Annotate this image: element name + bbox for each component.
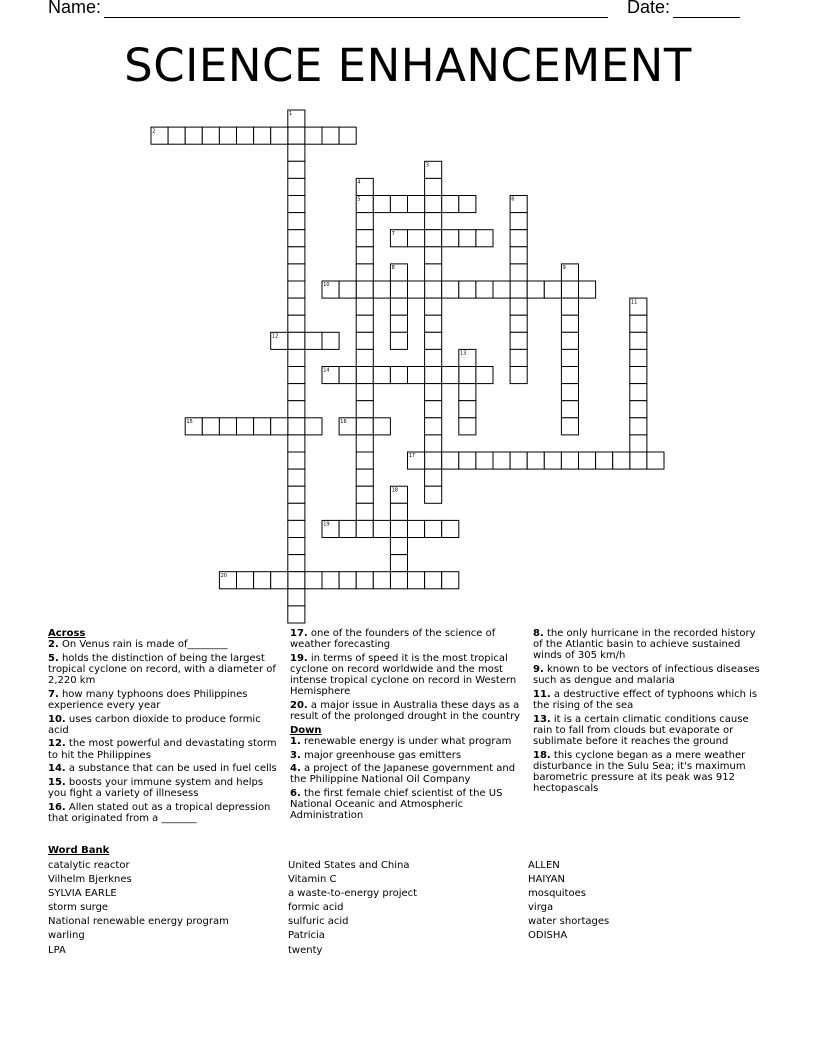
crossword-cell[interactable] xyxy=(356,332,373,349)
word-bank-item: ODISHA xyxy=(528,930,568,942)
clue-number: 7 xyxy=(391,230,395,237)
word-bank-column-3 xyxy=(528,859,609,944)
crossword-cell[interactable] xyxy=(288,401,305,418)
crossword-cell[interactable] xyxy=(596,452,613,469)
clue-number: 19 xyxy=(323,521,330,528)
crossword-cell[interactable] xyxy=(288,486,305,503)
crossword-cell[interactable] xyxy=(237,418,254,435)
clue-down-4: 4. a project of the Japanese government and the Philippine National Oil Company xyxy=(290,763,516,786)
crossword-cell[interactable] xyxy=(254,127,271,144)
crossword-cell[interactable] xyxy=(425,247,442,264)
clue-across-12: 12. the most powerful and devastating storm to hit the Philippines xyxy=(48,738,277,761)
crossword-cell[interactable] xyxy=(425,435,442,452)
clue-number: 16 xyxy=(340,419,347,425)
word-bank-item: formic acid xyxy=(288,902,344,914)
crossword-cell[interactable] xyxy=(510,230,527,247)
crossword-cell[interactable] xyxy=(339,572,356,589)
clue-number: 8 xyxy=(391,265,395,272)
word-bank-item: storm surge xyxy=(48,902,109,914)
word-bank-item: HAIYAN xyxy=(528,874,565,886)
crossword-cell[interactable] xyxy=(339,281,356,298)
crossword-cell[interactable] xyxy=(288,555,305,572)
clue-number: 18 xyxy=(391,487,398,494)
clue-number: 15 xyxy=(186,419,193,425)
crossword-cell[interactable] xyxy=(425,230,442,247)
word-bank-item: SYLVIA EARLE xyxy=(48,888,117,900)
clue-number: 6 xyxy=(511,196,515,203)
crossword-cell[interactable] xyxy=(561,367,578,384)
crossword-cell[interactable] xyxy=(442,572,459,589)
crossword-cell[interactable] xyxy=(630,452,647,469)
crossword-cell[interactable] xyxy=(373,520,390,537)
clue-across-15: 15. boosts your immune system and helps you fight a variety of illnesess xyxy=(48,776,264,799)
crossword-cell[interactable] xyxy=(356,230,373,247)
crossword-cell[interactable] xyxy=(356,247,373,264)
crossword-cell[interactable] xyxy=(408,281,425,298)
crossword-cell[interactable] xyxy=(219,418,236,435)
crossword-cell[interactable] xyxy=(425,315,442,332)
word-bank-item: United States and China xyxy=(288,860,410,871)
crossword-cell[interactable] xyxy=(476,367,493,384)
crossword-cell[interactable] xyxy=(288,367,305,384)
crossword-cell[interactable] xyxy=(390,572,407,589)
crossword-cell[interactable] xyxy=(425,264,442,281)
crossword-cell[interactable] xyxy=(288,247,305,264)
crossword-cell[interactable] xyxy=(390,281,407,298)
crossword-cell[interactable] xyxy=(356,486,373,503)
crossword-cell[interactable] xyxy=(630,367,647,384)
crossword-cell[interactable] xyxy=(356,349,373,366)
crossword-cell[interactable] xyxy=(476,281,493,298)
crossword-cell[interactable] xyxy=(356,281,373,298)
clue-number: 12 xyxy=(271,333,279,340)
crossword-cell[interactable] xyxy=(579,281,596,298)
crossword-cell[interactable] xyxy=(630,401,647,418)
crossword-cell[interactable] xyxy=(459,367,476,384)
crossword-cell[interactable] xyxy=(288,349,305,366)
clue-number: 11 xyxy=(631,299,638,306)
crossword-cell[interactable] xyxy=(288,606,305,623)
crossword-cell[interactable] xyxy=(425,298,442,315)
word-bank-item: virga xyxy=(528,902,554,914)
crossword-cell[interactable] xyxy=(561,315,578,332)
crossword-cell[interactable] xyxy=(356,503,373,520)
word-bank-item: ALLEN xyxy=(528,860,560,871)
crossword-cell[interactable] xyxy=(356,298,373,315)
clue-down-13: 13. it is a certain climatic conditions cause rain to fall from clouds but evaporate or sublimate before it reaches the ground xyxy=(533,713,749,747)
crossword-cell[interactable] xyxy=(373,196,390,213)
crossword-cell[interactable] xyxy=(288,281,305,298)
clue-across-7: 7. how many typhoons does Philippines experience every year xyxy=(48,688,248,711)
crossword-cell[interactable] xyxy=(459,281,476,298)
crossword-cell[interactable] xyxy=(647,452,664,469)
across-heading: Across xyxy=(48,628,86,639)
clue-across-5: 5. holds the distinction of being the largest tropical cyclone on record, with a diameter of 2,220 km xyxy=(48,652,276,687)
clue-down-3: 3. major greenhouse gas emitters xyxy=(290,749,462,761)
clue-across-10: 10. uses carbon dioxide to produce formic acid xyxy=(48,713,261,736)
crossword-cell[interactable] xyxy=(356,452,373,469)
crossword-cell[interactable] xyxy=(442,281,459,298)
crossword-cell[interactable] xyxy=(288,589,305,606)
clues-column-2 xyxy=(290,628,522,824)
crossword-cell[interactable] xyxy=(459,401,476,418)
crossword-cell[interactable] xyxy=(288,178,305,195)
crossword-cell[interactable] xyxy=(305,332,322,349)
clue-across-20: 20. a major issue in Australia these days as a result of the prolonged drought in the country xyxy=(290,700,521,723)
word-bank-item: Vilhelm Bjerknes xyxy=(48,874,132,886)
crossword-cell[interactable] xyxy=(390,520,407,537)
clue-number: 20 xyxy=(220,572,227,579)
crossword-cell[interactable] xyxy=(408,230,425,247)
crossword-cell[interactable] xyxy=(442,196,459,213)
crossword-cell[interactable] xyxy=(390,503,407,520)
crossword-cell[interactable] xyxy=(202,127,219,144)
crossword-cell[interactable] xyxy=(510,281,527,298)
crossword-cell[interactable] xyxy=(510,452,527,469)
word-bank-item: mosquitoes xyxy=(528,888,586,900)
crossword-cell[interactable] xyxy=(630,384,647,401)
clues-column-1 xyxy=(48,628,280,826)
crossword-cell[interactable] xyxy=(322,332,339,349)
crossword-cell[interactable] xyxy=(561,452,578,469)
crossword-cell[interactable] xyxy=(254,418,271,435)
crossword-cell[interactable] xyxy=(373,418,390,435)
crossword-cell[interactable] xyxy=(425,486,442,503)
crossword-cell[interactable] xyxy=(202,418,219,435)
crossword-cell[interactable] xyxy=(442,367,459,384)
down-heading: Down xyxy=(290,724,322,736)
crossword-cell[interactable] xyxy=(288,469,305,486)
crossword-cell[interactable] xyxy=(459,230,476,247)
word-bank-column-2 xyxy=(288,859,417,958)
crossword-cell[interactable] xyxy=(356,418,373,435)
crossword-cell[interactable] xyxy=(339,367,356,384)
crossword-cell[interactable] xyxy=(510,367,527,384)
clue-down-1: 1. renewable energy is under what program xyxy=(290,736,512,747)
crossword-cell[interactable] xyxy=(185,127,202,144)
word-bank-item: Vitamin C xyxy=(288,874,337,886)
crossword-cell[interactable] xyxy=(288,298,305,315)
crossword-cell[interactable] xyxy=(168,127,185,144)
crossword-cell[interactable] xyxy=(254,572,271,589)
clue-number: 2 xyxy=(152,128,156,135)
crossword-cell[interactable] xyxy=(544,281,561,298)
crossword-cell[interactable] xyxy=(356,367,373,384)
crossword-cell[interactable] xyxy=(527,452,544,469)
clue-down-9: 9. known to be vectors of infectious diseases such as dengue and malaria xyxy=(533,664,760,687)
clues-column-3 xyxy=(533,628,761,797)
word-bank-item: a waste-to-energy project xyxy=(288,888,418,900)
crossword-cell[interactable] xyxy=(322,572,339,589)
crossword-cell[interactable] xyxy=(237,127,254,144)
clue-number: 1 xyxy=(289,111,293,118)
word-bank-item: Patricia xyxy=(288,930,325,942)
crossword-cell[interactable] xyxy=(390,332,407,349)
crossword-cell[interactable] xyxy=(425,332,442,349)
crossword-cell[interactable] xyxy=(630,332,647,349)
crossword-cell[interactable] xyxy=(288,452,305,469)
crossword-cell[interactable] xyxy=(561,418,578,435)
crossword-cell[interactable] xyxy=(288,332,305,349)
word-bank-column-1 xyxy=(48,859,229,958)
crossword-cell[interactable] xyxy=(271,127,288,144)
crossword-cell[interactable] xyxy=(271,572,288,589)
word-bank-item: sulfuric acid xyxy=(288,916,349,928)
clue-down-6: 6. the first female chief scientist of the US National Oceanic and Atmospheric Administration xyxy=(290,787,503,822)
crossword-cell[interactable] xyxy=(356,315,373,332)
crossword-cell[interactable] xyxy=(493,452,510,469)
crossword-cell[interactable] xyxy=(288,230,305,247)
crossword-cell[interactable] xyxy=(356,520,373,537)
crossword-cell[interactable] xyxy=(561,349,578,366)
crossword-cell[interactable] xyxy=(305,572,322,589)
crossword-cell[interactable] xyxy=(425,367,442,384)
crossword-cell[interactable] xyxy=(288,264,305,281)
crossword-cell[interactable] xyxy=(288,315,305,332)
clue-down-11: 11. a destructive effect of typhoons which is the rising of the sea xyxy=(533,688,758,711)
crossword-cell[interactable] xyxy=(390,298,407,315)
crossword-cell[interactable] xyxy=(561,298,578,315)
crossword-cell[interactable] xyxy=(356,264,373,281)
crossword-cell[interactable] xyxy=(459,196,476,213)
clue-number: 5 xyxy=(357,196,361,203)
word-bank-item: catalytic reactor xyxy=(48,860,130,871)
crossword-cell[interactable] xyxy=(356,213,373,230)
crossword-cell[interactable] xyxy=(510,315,527,332)
clue-across-14: 14. a substance that can be used in fuel cells xyxy=(48,763,277,775)
word-bank-heading: Word Bank xyxy=(48,845,110,856)
crossword-cell[interactable] xyxy=(356,401,373,418)
clue-number: 13 xyxy=(460,350,467,357)
crossword-cell[interactable] xyxy=(390,367,407,384)
crossword-cell[interactable] xyxy=(288,572,305,589)
crossword-cell[interactable] xyxy=(339,127,356,144)
clue-number: 4 xyxy=(357,179,361,186)
crossword-cell[interactable] xyxy=(493,281,510,298)
crossword-cell[interactable] xyxy=(510,213,527,230)
clue-across-16: 16. Allen stated out as a tropical depression that originated from a _______ xyxy=(48,801,271,824)
crossword-cell[interactable] xyxy=(630,418,647,435)
crossword-cell[interactable] xyxy=(561,332,578,349)
crossword-cell[interactable] xyxy=(356,384,373,401)
crossword-cell[interactable] xyxy=(579,452,596,469)
word-bank-item: LPA xyxy=(48,944,66,956)
crossword-cell[interactable] xyxy=(288,520,305,537)
crossword-cell[interactable] xyxy=(219,127,236,144)
clue-number: 17 xyxy=(408,453,416,460)
crossword-cell[interactable] xyxy=(630,435,647,452)
crossword-cell[interactable] xyxy=(390,315,407,332)
crossword-cell[interactable] xyxy=(408,367,425,384)
crossword-cell[interactable] xyxy=(425,281,442,298)
crossword-cell[interactable] xyxy=(408,196,425,213)
crossword-cell[interactable] xyxy=(390,538,407,555)
clue-down-8: 8. the only hurricane in the recorded history of the Atlantic basin to achieve sustained winds of 305 km/h xyxy=(533,628,756,662)
word-bank-item: warling xyxy=(48,930,85,942)
date-label: Date: xyxy=(627,0,671,17)
crossword-cell[interactable] xyxy=(288,384,305,401)
crossword-cell[interactable] xyxy=(442,452,459,469)
crossword-cell[interactable] xyxy=(459,384,476,401)
clue-down-18: 18. this cyclone began as a mere weather disturbance in the Sulu Sea; it's maximum barometric pressure at its peak was 912 hectopascals xyxy=(533,749,746,795)
crossword-cell[interactable] xyxy=(288,213,305,230)
clue-number: 14 xyxy=(323,367,330,374)
crossword-cell[interactable] xyxy=(510,264,527,281)
crossword-cell[interactable] xyxy=(288,196,305,213)
crossword-cell[interactable] xyxy=(510,298,527,315)
crossword-cell[interactable] xyxy=(476,452,493,469)
crossword-cell[interactable] xyxy=(425,469,442,486)
crossword-cell[interactable] xyxy=(356,572,373,589)
page-title: SCIENCE ENHANCEMENT xyxy=(124,39,692,92)
crossword-cell[interactable] xyxy=(425,178,442,195)
crossword-cell[interactable] xyxy=(425,520,442,537)
crossword-cell[interactable] xyxy=(288,127,305,144)
crossword-cell[interactable] xyxy=(288,538,305,555)
crossword-cell[interactable] xyxy=(510,349,527,366)
crossword-cell[interactable] xyxy=(288,435,305,452)
crossword-cell[interactable] xyxy=(356,435,373,452)
crossword-cell[interactable] xyxy=(390,555,407,572)
crossword-cell[interactable] xyxy=(425,349,442,366)
clue-across-19: 19. in terms of speed it is the most tropical cyclone on record worldwide and the most intense tropical cyclone on record in Western Hemisphere xyxy=(290,652,517,698)
clue-across-2: 2. On Venus rain is made of________ xyxy=(48,639,228,651)
crossword-cell[interactable] xyxy=(408,520,425,537)
crossword-cell[interactable] xyxy=(527,281,544,298)
crossword-cell[interactable] xyxy=(561,281,578,298)
crossword-cell[interactable] xyxy=(476,230,493,247)
word-bank-item: National renewable energy program xyxy=(48,916,229,928)
crossword-cell[interactable] xyxy=(459,418,476,435)
name-label: Name: xyxy=(48,0,102,17)
crossword-cell[interactable] xyxy=(510,247,527,264)
crossword-cell[interactable] xyxy=(356,469,373,486)
clue-number: 3 xyxy=(425,162,429,169)
clue-across-17: 17. one of the founders of the science of weather forecasting xyxy=(290,628,496,651)
crossword-cell[interactable] xyxy=(425,384,442,401)
crossword-cell[interactable] xyxy=(288,144,305,161)
crossword-cell[interactable] xyxy=(630,349,647,366)
crossword-cell[interactable] xyxy=(425,452,442,469)
crossword-cell[interactable] xyxy=(613,452,630,469)
crossword-cell[interactable] xyxy=(561,401,578,418)
crossword-cell[interactable] xyxy=(271,418,288,435)
crossword-cell[interactable] xyxy=(288,418,305,435)
crossword-cell[interactable] xyxy=(373,367,390,384)
crossword-cell[interactable] xyxy=(561,384,578,401)
crossword-cell[interactable] xyxy=(305,418,322,435)
crossword-cell[interactable] xyxy=(390,196,407,213)
crossword-cell[interactable] xyxy=(373,572,390,589)
word-bank-item: water shortages xyxy=(528,916,610,928)
crossword-cell[interactable] xyxy=(425,418,442,435)
crossword-cell[interactable] xyxy=(408,572,425,589)
crossword-cell[interactable] xyxy=(442,230,459,247)
crossword-cell[interactable] xyxy=(630,315,647,332)
crossword-cell[interactable] xyxy=(425,213,442,230)
crossword-cell[interactable] xyxy=(425,196,442,213)
crossword-cell[interactable] xyxy=(425,572,442,589)
crossword-cell[interactable] xyxy=(442,520,459,537)
crossword-cell[interactable] xyxy=(339,520,356,537)
crossword-cell[interactable] xyxy=(544,452,561,469)
crossword-cell[interactable] xyxy=(425,401,442,418)
crossword-cell[interactable] xyxy=(305,127,322,144)
crossword-cell[interactable] xyxy=(322,127,339,144)
crossword-cell[interactable] xyxy=(288,503,305,520)
crossword-cell[interactable] xyxy=(510,332,527,349)
crossword-cell[interactable] xyxy=(237,572,254,589)
crossword-cell[interactable] xyxy=(288,161,305,178)
crossword-cell[interactable] xyxy=(373,281,390,298)
crossword-cell[interactable] xyxy=(459,452,476,469)
word-bank-item: twenty xyxy=(288,944,323,956)
clue-number: 10 xyxy=(323,282,330,289)
clue-number: 9 xyxy=(562,265,566,272)
